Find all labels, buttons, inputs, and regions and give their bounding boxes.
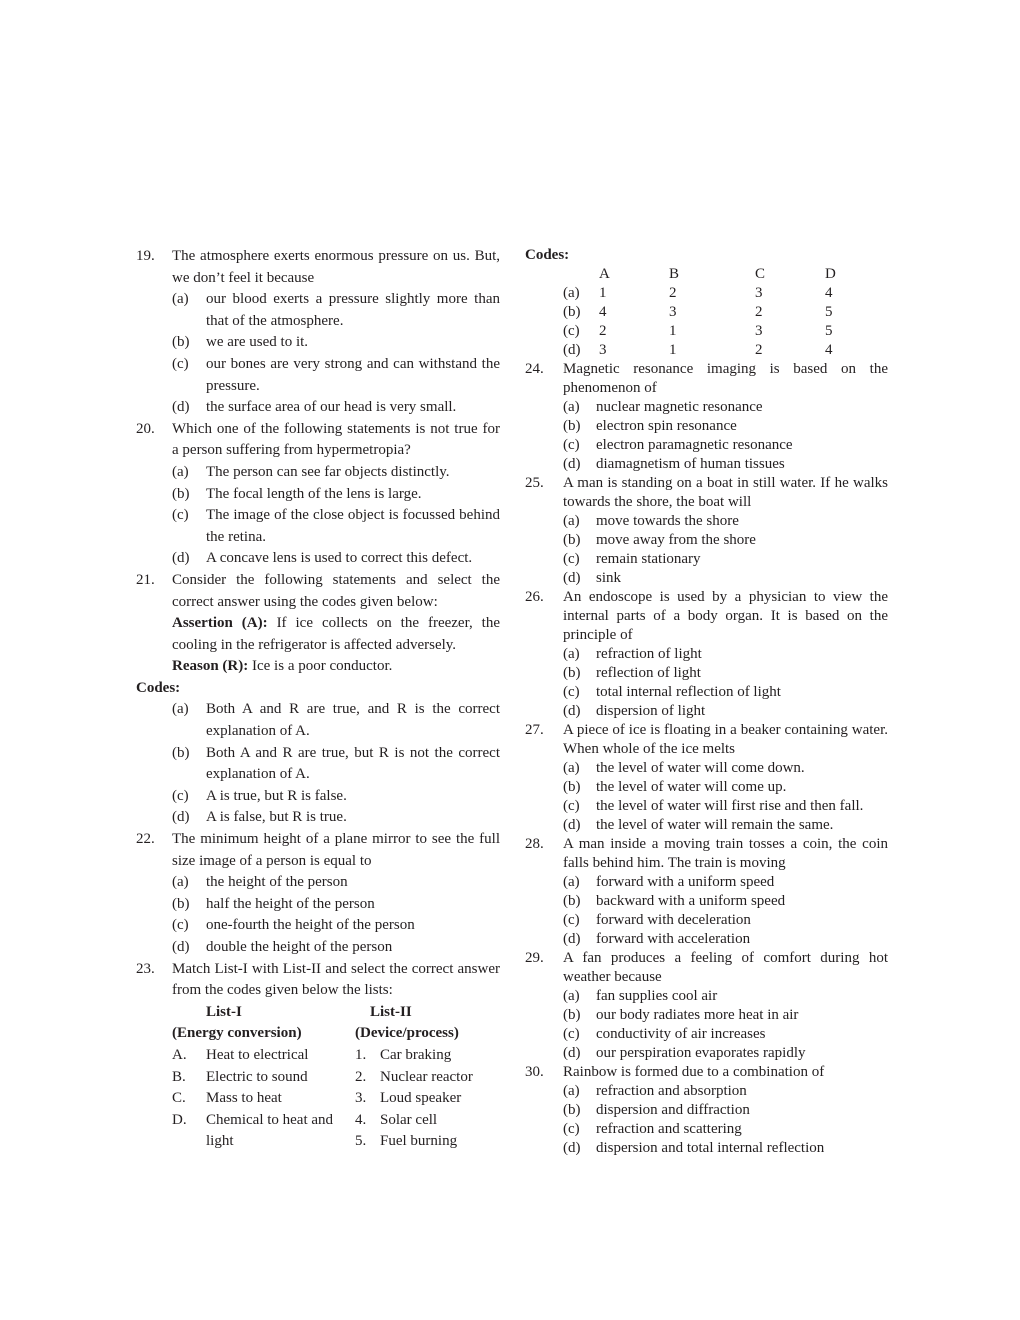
option-text: remain stationary [596,551,701,567]
reason-label: Reason (R): [172,658,249,675]
answer-option [563,987,888,1006]
assertion-label: Assertion (A): [172,615,268,632]
answer-option [172,397,500,419]
code-header: A [599,266,610,282]
question [525,588,888,645]
code-cell: 2 [755,304,763,320]
question-text: A man inside a moving train tosses a coin, the coin falls behind him. The train is moving [563,836,888,871]
code-cell: 1 [599,285,607,301]
question [136,829,500,872]
option-text: The focal length of the lens is large. [206,485,422,502]
answer-option [172,872,500,894]
question-number: 28. [525,836,544,852]
left-column [136,246,500,1153]
code-header: B [669,266,680,282]
question [136,570,500,613]
answer-option [563,702,888,721]
answer-option [172,548,500,570]
option-text: refraction and absorption [596,1083,747,1099]
option-label: (b) [172,485,190,502]
list1-item [172,1088,355,1110]
answer-option [563,550,888,569]
option-label: (b) [563,779,581,795]
item-text: Fuel burning [380,1133,458,1150]
list2-item [355,1088,500,1110]
answer-option [172,484,500,506]
answer-option [563,436,888,455]
option-label: (d) [172,399,190,416]
answer-option [172,462,500,484]
option-text: half the height of the person [206,895,375,912]
question-number: 24. [525,361,544,377]
code-cell: 3 [755,323,763,339]
question-number: 23. [136,960,155,977]
option-label: (b) [563,1102,581,1118]
code-cell: 5 [825,323,833,339]
answer-option [563,455,888,474]
option-text: A concave lens is used to correct this defect. [206,550,473,567]
right-column [525,246,888,1158]
answer-option [172,915,500,937]
option-text: reflection of light [596,665,701,681]
option-text: total internal reflection of light [596,684,781,700]
option-label: (a) [563,513,580,529]
question-text: The minimum height of a plane mirror to see the full size image of a person is equal to [172,831,500,869]
option-text: move away from the shore [596,532,756,548]
option-text: electron paramagnetic resonance [596,437,793,453]
item-text: Chemical to heat and light [206,1111,334,1150]
option-label: (c) [563,798,580,814]
answer-option [172,505,500,548]
option-label: (d) [563,817,581,833]
list2-item [355,1110,500,1132]
option-text: dispersion and total internal reflection [596,1140,825,1156]
answer-option [563,1025,888,1044]
list1 [172,1045,355,1153]
item-key: 4. [355,1111,367,1128]
question [136,419,500,462]
question [525,835,888,873]
option-text: double the height of the person [206,939,393,955]
item-key: A. [172,1046,187,1063]
option-label: (b) [563,893,581,909]
answer-option [172,894,500,916]
option-label: (a) [172,463,189,480]
code-header [563,265,599,284]
option-label: (b) [563,665,581,681]
question [136,246,500,289]
option-label: (c) [563,912,580,928]
option-label: (c) [172,917,189,934]
code-cell: (a) [563,285,580,301]
item-text: Mass to heat [206,1090,282,1107]
option-text: dispersion and diffraction [596,1102,750,1118]
item-text: Car braking [380,1046,452,1063]
option-text: electron spin resonance [596,418,737,434]
option-label: (a) [172,874,189,891]
option-label: (a) [172,701,189,718]
code-cell: 2 [755,342,763,358]
option-label: (c) [563,1026,580,1042]
answer-option [172,743,500,786]
codes-heading: Codes: [525,247,570,263]
answer-option [563,645,888,664]
option-text: Both A and R are true, and R is the correct explanation of A. [206,701,500,740]
item-key: 1. [355,1046,367,1063]
item-text: Electric to sound [206,1068,308,1085]
option-text: our bones are very strong and can withstand the pressure. [206,355,500,394]
code-cell: (d) [563,342,581,358]
option-text: the level of water will come down. [596,760,805,776]
item-key: C. [172,1090,186,1107]
option-label: (d) [563,931,581,947]
option-text: the level of water will remain the same. [596,817,834,833]
item-key: 2. [355,1068,367,1085]
option-label: (d) [563,1045,581,1061]
question-number: 27. [525,722,544,738]
codes-table [563,265,888,360]
answer-option [563,417,888,436]
answer-option [563,664,888,683]
list2-title: List-II [370,1003,412,1020]
option-label: (b) [563,532,581,548]
assertion-text: If ice collects on the freezer, the cooling in the refrigerator is affected adversely. [172,615,500,653]
option-text: one-fourth the height of the person [206,917,415,934]
option-text: backward with a uniform speed [596,893,786,909]
option-text: we are used to it. [206,334,309,351]
option-label: (a) [563,760,580,776]
list2-item [355,1045,500,1067]
option-text: the level of water will first rise and then fall. [596,798,864,814]
code-cell: 1 [669,342,677,358]
option-text: conductivity of air increases [596,1026,766,1042]
code-header: C [755,266,766,282]
code-header: D [825,266,836,282]
answer-option [172,937,500,959]
answer-option [563,398,888,417]
answer-option [563,1120,888,1139]
question [525,721,888,759]
answer-option [563,1044,888,1063]
option-label: (b) [563,418,581,434]
answer-option [563,816,888,835]
code-cell: 2 [669,285,677,301]
answer-option [563,1139,888,1158]
question-text: Magnetic resonance imaging is based on the phenomenon of [563,361,888,396]
question [136,959,500,1002]
option-label: (c) [172,787,189,804]
code-cell: 4 [825,285,833,301]
list1-title: List-I [206,1003,242,1020]
code-cell: (b) [563,304,581,320]
option-label: (a) [563,1083,580,1099]
item-text: Nuclear reactor [380,1068,473,1085]
answer-option [172,332,500,354]
option-label: (d) [563,1140,581,1156]
question-text: A man is standing on a boat in still water. If he walks towards the shore, the boat will [563,475,888,510]
option-text: the level of water will come up. [596,779,787,795]
code-cell: 4 [599,304,607,320]
question-text: Which one of the following statements is not true for a person suffering from hypermetropia? [172,420,500,459]
answer-option [563,512,888,531]
question-number: 29. [525,950,544,966]
item-key: D. [172,1111,187,1128]
reason-text: Ice is a poor conductor. [248,658,393,675]
option-label: (c) [563,1121,580,1137]
question-number: 30. [525,1064,544,1080]
option-label: (a) [563,399,580,415]
list2-subtitle: (Device/process) [355,1025,459,1042]
code-cell: 5 [825,304,833,320]
option-text: the surface area of our head is very small. [206,399,457,416]
match-lists [172,1002,500,1153]
question-text: Consider the following statements and select the correct answer using the codes given below: [172,571,500,610]
option-label: (c) [172,355,189,372]
question-number: 26. [525,589,544,605]
option-label: (d) [172,809,190,826]
list1-item [172,1067,355,1089]
answer-option [172,786,500,808]
option-text: refraction and scattering [596,1121,742,1137]
answer-option [563,1006,888,1025]
answer-option [563,1101,888,1120]
option-label: (d) [563,456,581,472]
option-text: Both A and R are true, but R is not the correct explanation of A. [206,744,500,783]
question-text: A piece of ice is floating in a beaker containing water. When whole of the ice melts [563,722,888,757]
option-text: A is true, but R is false. [206,787,347,804]
item-text: Solar cell [380,1111,438,1128]
answer-option [172,354,500,397]
answer-option [563,892,888,911]
item-text: Loud speaker [380,1090,462,1107]
codes-heading: Codes: [136,679,181,696]
option-text: refraction of light [596,646,702,662]
item-key: 3. [355,1090,367,1107]
question-number: 21. [136,571,155,588]
option-text: our blood exerts a pressure slightly more than that of the atmosphere. [206,291,500,329]
list2-item [355,1067,500,1089]
option-label: (a) [563,988,580,1004]
code-cell: 4 [825,342,833,358]
option-label: (b) [172,744,190,761]
option-label: (d) [563,570,581,586]
reason [172,656,500,678]
option-label: (b) [172,895,190,912]
option-text: fan supplies cool air [596,988,718,1004]
option-label: (c) [172,507,189,524]
code-cell: 3 [599,342,607,358]
option-label: (d) [172,939,190,955]
question [525,474,888,512]
answer-option [563,873,888,892]
option-text: dispersion of light [596,703,706,719]
option-text: our perspiration evaporates rapidly [596,1045,806,1061]
code-cell: 1 [669,323,677,339]
question-text: An endoscope is used by a physician to view the internal parts of a body organ. It is based on the principle of [563,589,888,643]
assertion [172,613,500,656]
question-number: 22. [136,831,155,848]
option-text: diamagnetism of human tissues [596,456,785,472]
answer-option [563,569,888,588]
answer-option [172,699,500,742]
option-text: our body radiates more heat in air [596,1007,799,1023]
answer-option [563,531,888,550]
option-text: forward with deceleration [596,912,751,928]
question-number: 25. [525,475,544,491]
answer-option [563,683,888,702]
question [525,949,888,987]
option-text: A is false, but R is true. [206,809,347,826]
answer-option [172,289,500,332]
answer-option [563,930,888,949]
option-label: (b) [563,1007,581,1023]
question-text: Match List-I with List-II and select the correct answer from the codes given below the lists: [172,960,500,999]
option-label: (d) [172,550,190,567]
list2 [355,1045,500,1153]
question-number: 20. [136,420,155,437]
item-key: B. [172,1068,186,1085]
option-text: the height of the person [206,874,348,891]
question-text: Rainbow is formed due to a combination of [563,1064,825,1080]
option-label: (b) [172,334,190,351]
option-label: (d) [563,703,581,719]
option-label: (a) [172,291,189,308]
item-text: Heat to electrical [206,1046,309,1063]
option-text: move towards the shore [596,513,739,529]
option-text: forward with a uniform speed [596,874,775,890]
list1-item [172,1045,355,1067]
question-number: 19. [136,248,155,264]
option-text: forward with acceleration [596,931,751,947]
question [525,1063,888,1082]
answer-option [563,911,888,930]
answer-option [563,797,888,816]
option-text: sink [596,570,622,586]
question-text: The atmosphere exerts enormous pressure on us. But, we don’t feel it because [172,248,500,286]
answer-option [172,807,500,829]
answer-option [563,1082,888,1101]
option-label: (a) [563,646,580,662]
option-label: (c) [563,551,580,567]
question-text: A fan produces a feeling of comfort during hot weather because [563,950,888,985]
option-label: (c) [563,437,580,453]
option-label: (c) [563,684,580,700]
option-label: (a) [563,874,580,890]
option-text: The person can see far objects distinctly. [206,463,450,480]
code-cell: (c) [563,323,580,339]
code-cell: 2 [599,323,607,339]
list1-subtitle: (Energy conversion) [172,1025,302,1042]
question [525,360,888,398]
answer-option [563,759,888,778]
list2-item [355,1131,500,1153]
option-text: nuclear magnetic resonance [596,399,763,415]
option-text: The image of the close object is focussed behind the retina. [206,507,500,545]
code-cell: 3 [669,304,677,320]
list1-item [172,1110,355,1153]
answer-option [563,778,888,797]
item-key: 5. [355,1133,367,1150]
code-cell: 3 [755,285,763,301]
